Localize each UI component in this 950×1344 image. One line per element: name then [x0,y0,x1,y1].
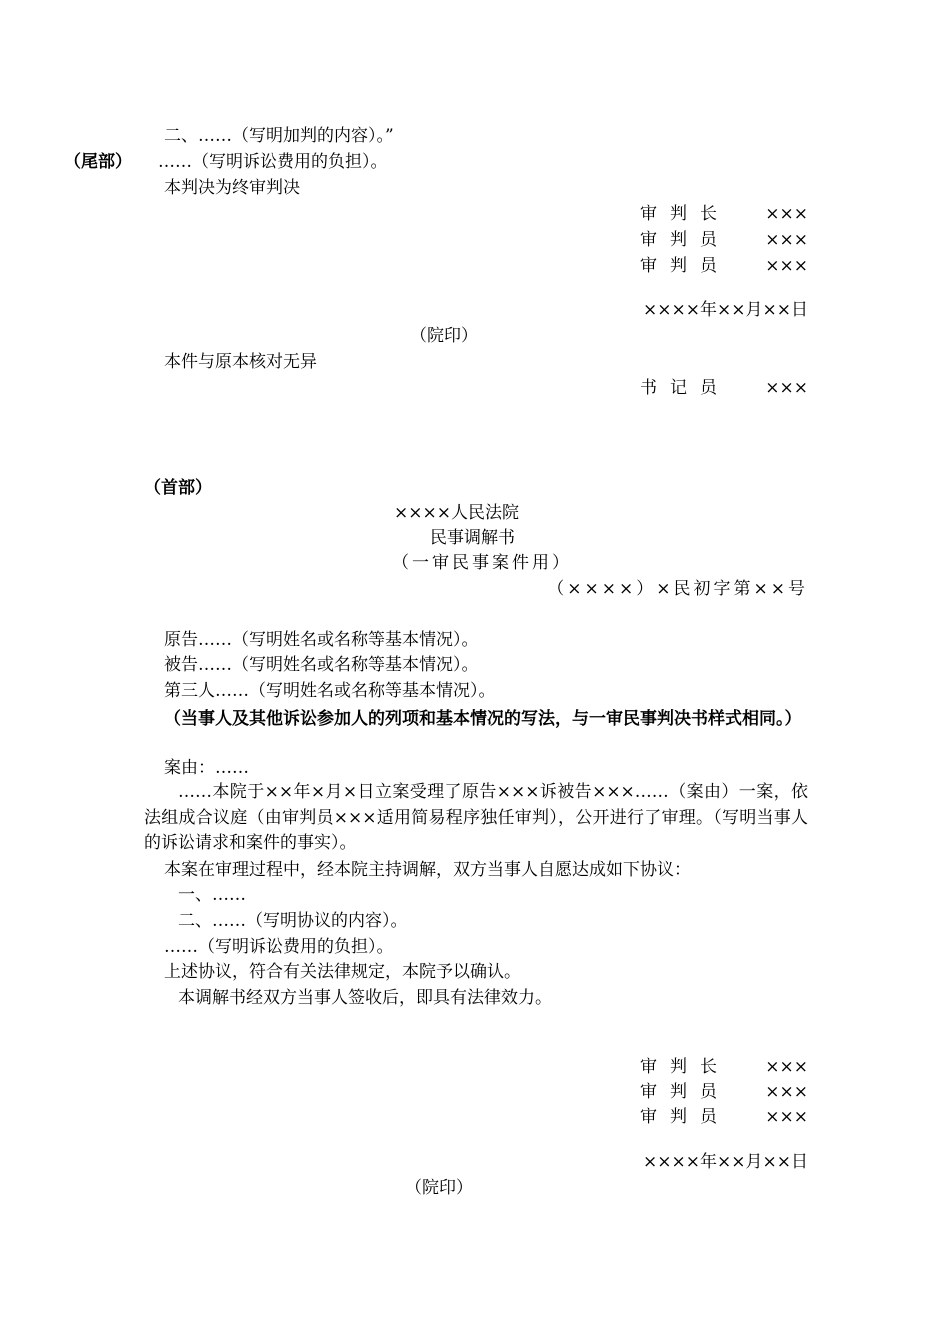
legal-effect-line: 本调解书经双方当事人签收后，即具有法律效力。 [178,988,552,1008]
document-title: 民事调解书 [430,528,515,548]
section-label-tail: （尾部） [64,152,132,172]
signature-judge-1: 审判员 ××× [640,230,808,250]
verify-note: 本件与原本核对无异 [164,352,317,372]
signature-judge-2: 审判员 ××× [640,256,808,276]
court-seal: （院印） [410,326,478,346]
case-cause: 案由：…… [164,758,249,778]
signature-presiding-judge-bottom: 审判长 ××× [640,1057,808,1077]
signature-clerk: 书记员 ××× [640,378,808,398]
case-number: （××××）×民初字第××号 [547,579,808,599]
confirmation-line: 上述协议，符合有关法律规定，本院予以确认。 [164,962,521,982]
agreement-item1: 一、…… [178,885,246,905]
bottom-date: ××××年××月××日 [643,1152,808,1172]
section-label-head: （首部） [144,478,212,498]
agreement-item2: 二、……（写明协议的内容）。 [178,911,408,931]
signature-presiding-judge: 审判长 ××× [640,204,808,224]
signature-judge-1-bottom: 审判员 ××× [640,1082,808,1102]
tail-date: ××××年××月××日 [643,300,808,320]
document-subtitle: （一审民事案件用） [392,553,572,573]
costs-line: ……（写明诉讼费用的负担）。 [164,937,394,957]
plaintiff-line: 原告……（写明姓名或名称等基本情况）。 [164,630,479,650]
signature-judge-2-bottom: 审判员 ××× [640,1107,808,1127]
final-judgment-note: 本判决为终审判决 [164,178,300,198]
tail-item2: 二、……（写明加判的内容）。” [164,126,394,146]
parties-note: （当事人及其他诉讼参加人的列项和基本情况的写法，与一审民事判决书样式相同。） [164,709,802,729]
defendant-line: 被告……（写明姓名或名称等基本情况）。 [164,655,479,675]
mediation-statement: 本案在审理过程中，经本院主持调解，双方当事人自愿达成如下协议： [164,860,691,880]
bottom-court-seal: （院印） [405,1178,473,1198]
facts-paragraph: ……本院于××年×月×日立案受理了原告×××诉被告×××……（案由）一案，依法组成合议庭（由审判员×××适用简易程序独任审判），公开进行了审理。（写明当事人的诉讼请求和案件的事实）。 [144,782,808,854]
court-name: ××××人民法院 [394,503,519,523]
tail-costs: ……（写明诉讼费用的负担）。 [158,152,388,172]
third-party-line: 第三人……（写明姓名或名称等基本情况）。 [164,681,496,701]
